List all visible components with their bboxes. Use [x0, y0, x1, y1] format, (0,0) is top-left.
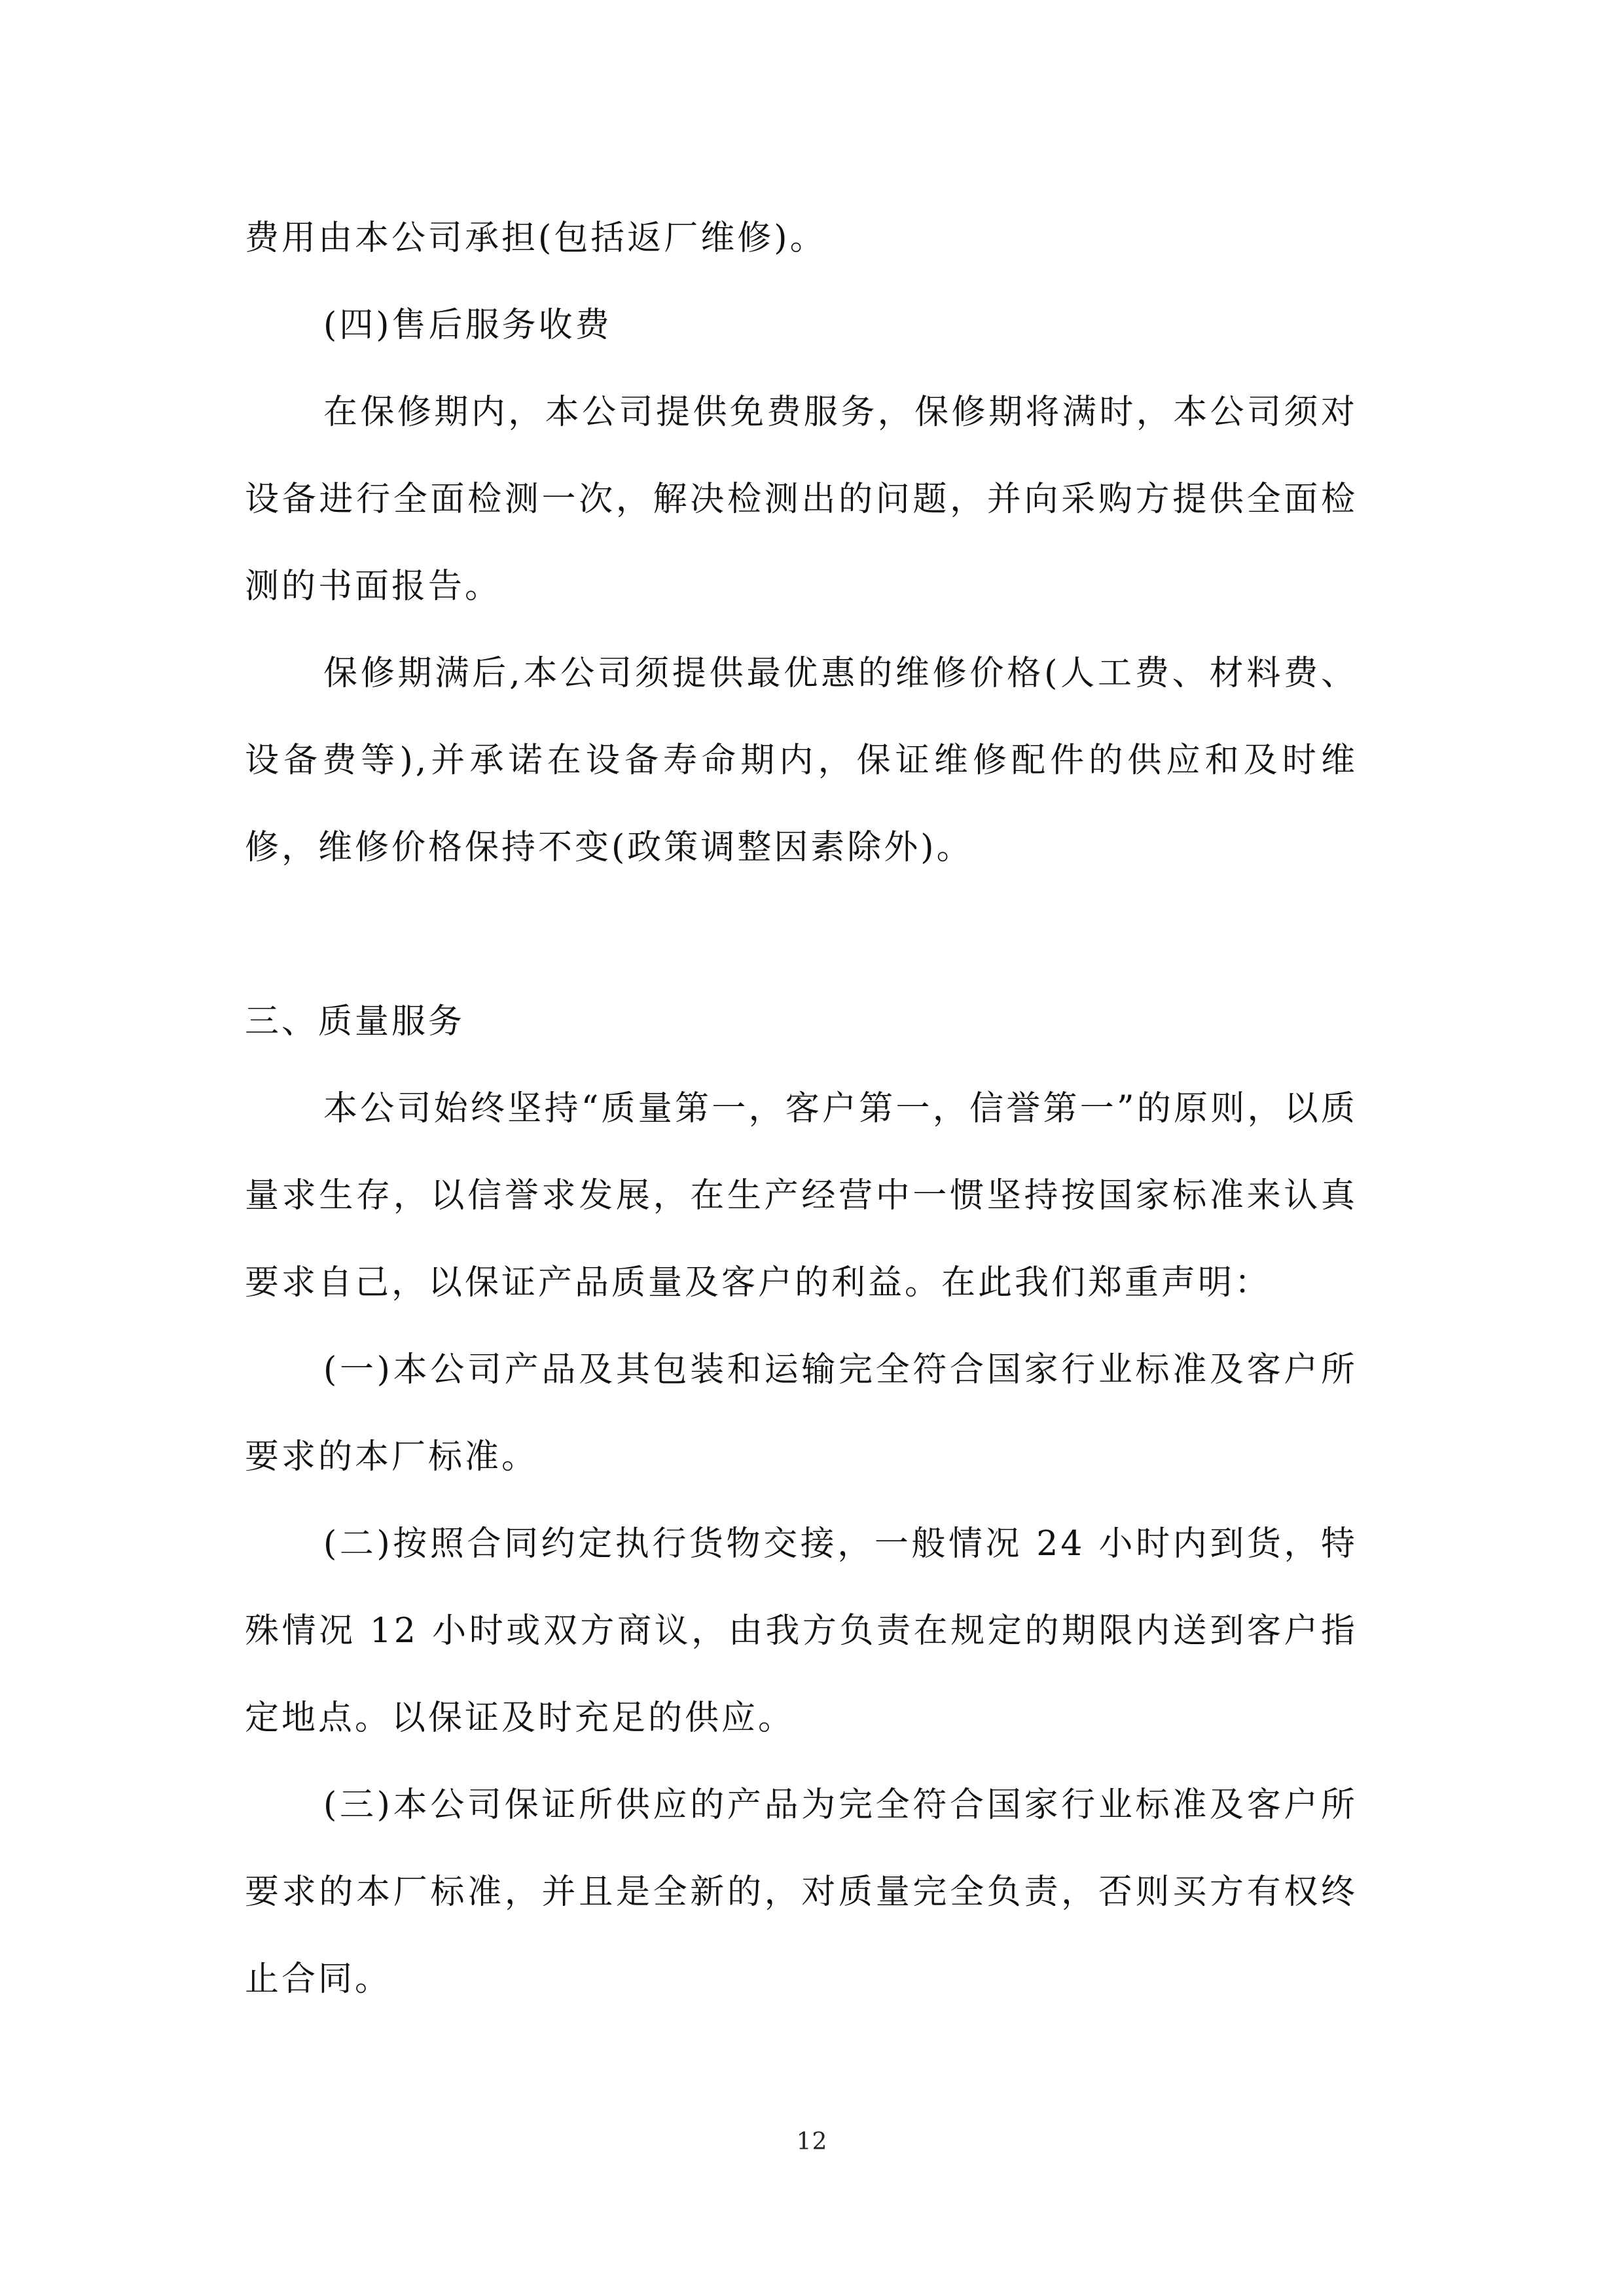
heading-quality-service: 三、质量服务 — [245, 1002, 465, 1041]
page-number: 12 — [796, 2128, 828, 2155]
paragraph-quality-item-2: (二)按照合同约定执行货物交接，一般情况 24 小时内到货，特殊情况 12 小时或双方商议，由我方负责在规定的期限内送到客户指定地点。以保证及时充足的供应。 — [245, 1524, 1358, 1738]
paragraph-post-warranty: 保修期满后,本公司须提供最优惠的维修价格(人工费、材料费、设备费等),并承诺在设备寿命期内，保证维修配件的供应和及时维修，维修价格保持不变(政策调整因素除外)。 — [245, 654, 1358, 867]
document-body — [245, 195, 1358, 2023]
paragraph-quality-principle: 本公司始终坚持“质量第一，客户第一，信誉第一”的原则，以质量求生存，以信誉求发展，在生产经营中一惯坚持按国家标准来认真要求自己，以保证产品质量及客户的利益。在此我们郑重声明： — [245, 1089, 1358, 1302]
paragraph-quality-item-3: (三)本公司保证所供应的产品为完全符合国家行业标准及客户所要求的本厂标准，并且是全新的，对质量完全负责，否则买方有权终止合同。 — [245, 1785, 1358, 1999]
paragraph-fee-continuation: 费用由本公司承担(包括返厂维修)。 — [245, 219, 827, 258]
subheading-after-sales-fee: (四)售后服务收费 — [323, 306, 612, 345]
paragraph-quality-item-1: (一)本公司产品及其包装和运输完全符合国家行业标准及客户所要求的本厂标准。 — [245, 1350, 1358, 1477]
paragraph-warranty-period: 在保修期内，本公司提供免费服务，保修期将满时，本公司须对设备进行全面检测一次，解决检测出的问题，并向采购方提供全面检测的书面报告。 — [245, 393, 1358, 606]
